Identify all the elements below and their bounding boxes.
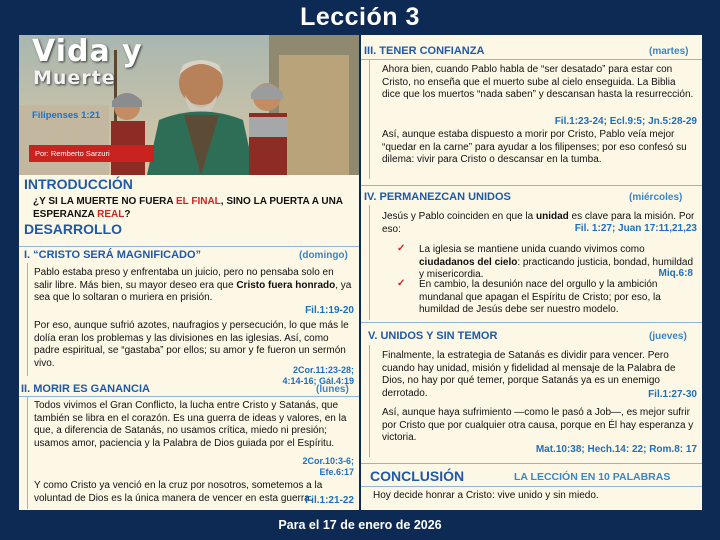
lesson-title: Lección 3 <box>300 3 420 31</box>
bold-text: unidad <box>536 211 569 222</box>
section-3-title: III. TENER CONFIANZA <box>364 45 485 57</box>
text: Pablo estaba preso y enfrentaba un juicio, pero no pensaba solo en salir libre. Más bien, su mayor deseo era que <box>34 267 334 291</box>
section-3-p1: Ahora bien, cuando Pablo habla de “ser desatado” para estar con Cristo, no enseña que el muerto sube al cielo enseguida. La Biblia dice que los muertos “nada saben” y descansan hasta la resurrección. <box>382 64 694 101</box>
section-4-title: IV. PERMANEZCAN UNIDOS <box>364 191 511 203</box>
check-icon: ✓ <box>397 278 406 289</box>
section-4-day: (miércoles) <box>629 192 683 203</box>
conclusion-tag: LA LECCIÓN EN 10 PALABRAS <box>514 471 671 483</box>
text: : practicando justicia, bondad, humildad y misericordia. <box>419 256 694 281</box>
check-icon: ✓ <box>397 243 406 254</box>
hero-title: Vida y <box>32 35 143 69</box>
section-5-title: V. UNIDOS Y SIN TEMOR <box>368 330 498 342</box>
section-4-bar <box>369 205 370 320</box>
divider <box>19 246 359 247</box>
right-panel <box>361 35 702 510</box>
section-2-p2: Y como Cristo ya venció en la cruz por nosotros, sometemos a la voluntad de Dios es la única manera de vencer en esta guerra. <box>34 480 323 504</box>
lesson-date: Para el 17 de enero de 2026 <box>278 518 442 532</box>
divider <box>361 463 702 464</box>
section-2-ref2: Fil.1:21-22 <box>305 495 354 506</box>
intro-heading: INTRODUCCIÓN <box>24 176 133 192</box>
section-4-ref1: Fil. 1:27; Juan 17:11,21,23 <box>574 223 697 234</box>
section-3-p2: Así, aunque estaba dispuesto a morir por Cristo, Pablo veía mejor “quedar en la carne” para ayudar a los filipenses; por eso confesó su dilema: vivir para Cristo o descansar en la tumba. <box>382 129 687 166</box>
divider <box>361 486 702 487</box>
section-3-day: (martes) <box>649 46 689 57</box>
section-1-p1 <box>34 267 352 305</box>
intro-q-part: ¿Y SI LA MUERTE NO FUERA <box>33 196 176 207</box>
section-4-bullet2: En cambio, la desunión nace del orgullo y la ambición mundanal que apagan el Espíritu de Cristo; por eso, la humildad de Jesús debe ser nuestro modelo. <box>419 279 661 316</box>
section-1-ref1: Fil.1:19-20 <box>305 305 354 316</box>
hero-reference: Filipenses 1:21 <box>32 110 101 121</box>
conclusion-text: Hoy decide honrar a Cristo: vive unido y sin miedo. <box>373 490 599 501</box>
intro-q-highlight: REAL <box>97 209 125 220</box>
section-5-ref1: Fil.1:27-30 <box>648 389 697 400</box>
text: , ya sea que lo soltaran o muriera en prisión. <box>34 279 352 304</box>
divider <box>361 185 702 186</box>
section-5-day: (jueves) <box>649 331 687 342</box>
section-1-bar <box>27 263 28 376</box>
section-1-title: I. “CRISTO SERÁ MAGNIFICADO” <box>24 249 202 261</box>
intro-question <box>33 195 353 221</box>
section-3-bar <box>369 59 370 179</box>
section-5-p2: Así, aunque haya sufrimiento —como le pasó a Job—, es mejor sufrir por Cristo que por cualquier otra causa, porque en Él hay esperanza y victoria. <box>382 407 694 444</box>
text: Jesús y Pablo coinciden en que la <box>382 211 536 222</box>
section-2-ref1a: 2Cor.10:3-6; <box>302 456 354 466</box>
section-1-p2: Por eso, aunque sufrió azotes, naufragios y persecución, lo que más le dolía eran los problemas y las divisiones en las iglesias. Así, como padre espiritual, se “gastaba” por ellos; su amor y fe fueron un sermón vivo. <box>34 320 349 369</box>
lesson-header <box>0 0 720 34</box>
section-1-ref2a: 2Cor.11:23-28; <box>292 365 354 375</box>
desarrollo-heading: DESARROLLO <box>24 221 122 237</box>
bold-text: ciudadanos del cielo <box>419 256 518 268</box>
left-panel <box>19 35 359 510</box>
section-5-p1: Finalmente, la estrategia de Satanás es dividir para vencer. Pero cuando hay unidad, misión y fidelidad al mensaje de la Palabra de Dios, no hay por qué temer, porque Satanás ya es un enemigo derrotado. <box>382 350 676 399</box>
section-5-ref2: Mat.10:38; Hech.14: 22; Rom.8: 17 <box>535 444 697 455</box>
section-1-day: (domingo) <box>299 250 348 261</box>
section-2-title: II. MORIR ES GANANCIA <box>21 383 150 395</box>
section-2-ref1b: Efe.6:17 <box>319 467 354 477</box>
section-2-p1: Todos vivimos el Gran Conflicto, la lucha entre Cristo y Satanás, que también se libra en el corazón. Es una guerra de ideas y valores, en la que, a diferencia de Satanás, no usamos crítica, miedo ni presión; usamos amor, paciencia y la Palabra de Dios guiada por el Espíritu. <box>34 400 347 449</box>
text: La iglesia se mantiene unida cuando vivimos como <box>419 244 645 255</box>
conclusion-heading: CONCLUSIÓN <box>370 468 465 484</box>
section-5-bar <box>369 345 370 457</box>
divider <box>19 396 359 397</box>
intro-q-part: , SINO LA PUERTA A UNA ESPERANZA <box>33 196 343 220</box>
hero-illustration <box>19 35 359 175</box>
section-2-day: (lunes) <box>316 384 349 395</box>
text: es clave para la misión. Por eso: <box>382 211 695 235</box>
divider <box>361 59 702 60</box>
bold-text: Cristo fuera honrado <box>236 279 336 291</box>
section-4-bullet1-ref: Miq.6:8 <box>658 268 693 279</box>
author-label: Por: Remberto Sarzuri <box>29 145 154 162</box>
section-2-bar <box>27 397 28 509</box>
divider <box>361 322 702 323</box>
hero-subtitle: Muerte <box>33 67 116 89</box>
intro-q-part: ? <box>124 209 131 220</box>
section-3-ref1: Fil.1:23-24; Ecl.9:5; Jn.5:28-29 <box>554 116 697 127</box>
intro-q-highlight: EL FINAL <box>175 196 221 207</box>
section-4-bullet1 <box>419 244 695 282</box>
section-1-ref2b: 4:14-16; Gál.4:19 <box>282 376 354 386</box>
